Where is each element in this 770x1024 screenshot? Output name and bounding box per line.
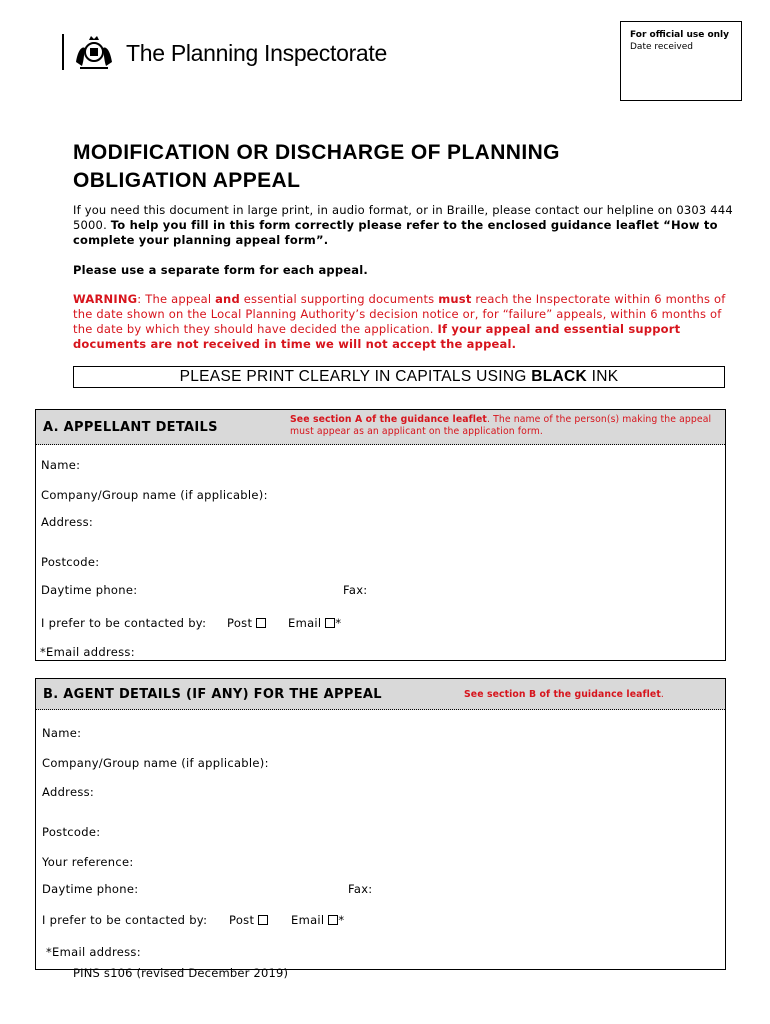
help-paragraph [73, 203, 743, 248]
warning-text-3: reach the Inspectorate within 6 months of the date shown on the Local Planning Authority’s decision notice or, for “failure” appeals, within 6 months of the date by which they should have decided the application. [73, 292, 726, 336]
warning-must: must [438, 292, 472, 306]
agent-address-field[interactable]: Address: [42, 785, 95, 799]
section-a-title: A. APPELLANT DETAILS [43, 420, 218, 435]
section-b-title: B. AGENT DETAILS (IF ANY) FOR THE APPEAL [43, 687, 382, 702]
document-title [73, 139, 713, 195]
print-clearly-notice [73, 366, 725, 388]
agent-reference-field[interactable]: Your reference: [42, 855, 134, 869]
section-a-guidance-note [290, 414, 720, 438]
appellant-phone-field[interactable]: Daytime phone: [41, 583, 138, 597]
section-b-guidance-note [464, 689, 664, 701]
email-label: Email [291, 913, 325, 927]
agent-post-option[interactable] [229, 913, 268, 927]
help-guidance-text: To help you fill in this form correctly please refer to the enclosed guidance leaflet “How to complete your planning appeal form”. [73, 218, 718, 247]
print-notice-ink: INK [587, 368, 619, 385]
section-appellant-details [35, 409, 726, 661]
email-asterisk: * [338, 913, 345, 927]
warning-and: and [215, 292, 240, 306]
agent-fax-field[interactable]: Fax: [348, 882, 373, 896]
email-checkbox[interactable] [325, 618, 335, 628]
agent-email-address-field[interactable]: *Email address: [46, 945, 141, 959]
section-b-note-text: . [660, 689, 664, 700]
appellant-post-option[interactable] [227, 616, 266, 630]
post-checkbox[interactable] [258, 915, 268, 925]
title-line-1: MODIFICATION OR DISCHARGE OF PLANNING [73, 141, 560, 164]
warning-consequence: If your appeal and essential support documents are not received in time we will not accept the appeal. [73, 322, 681, 351]
agent-email-option[interactable] [291, 913, 344, 927]
post-label: Post [227, 616, 253, 630]
post-checkbox[interactable] [256, 618, 266, 628]
logo-divider [62, 34, 64, 70]
email-label: Email [288, 616, 322, 630]
email-checkbox[interactable] [328, 915, 338, 925]
warning-label: WARNING [73, 292, 138, 306]
appellant-email-option[interactable] [288, 616, 341, 630]
help-text: If you need this document in large print, in audio format, or in Braille, please contact our helpline on 0303 444 5000. [73, 203, 733, 232]
appellant-contact-preference-label: I prefer to be contacted by: [41, 616, 207, 630]
title-line-2: OBLIGATION APPEAL [73, 169, 301, 192]
appellant-name-field[interactable]: Name: [41, 458, 81, 472]
agent-phone-field[interactable]: Daytime phone: [42, 882, 139, 896]
section-a-header [36, 410, 725, 445]
appellant-company-field[interactable]: Company/Group name (if applicable): [41, 488, 268, 502]
appellant-postcode-field[interactable]: Postcode: [41, 555, 100, 569]
separate-form-notice: Please use a separate form for each appeal. [73, 263, 368, 277]
section-a-note-bold: See section A of the guidance leaflet [290, 414, 487, 425]
agent-contact-preference-label: I prefer to be contacted by: [42, 913, 208, 927]
agent-company-field[interactable]: Company/Group name (if applicable): [42, 756, 269, 770]
warning-text-1: : The appeal [137, 292, 216, 306]
official-use-title: For official use only [630, 30, 730, 40]
agent-postcode-field[interactable]: Postcode: [42, 825, 101, 839]
appellant-email-address-field[interactable]: *Email address: [40, 645, 135, 659]
warning-paragraph [73, 292, 739, 352]
royal-crest-logo [72, 32, 116, 72]
section-b-header [36, 679, 725, 710]
appellant-fax-field[interactable]: Fax: [343, 583, 368, 597]
appellant-address-field[interactable]: Address: [41, 515, 94, 529]
print-notice-text: PLEASE PRINT CLEARLY IN CAPITALS USING [179, 368, 532, 385]
agent-name-field[interactable]: Name: [42, 726, 82, 740]
email-asterisk: * [335, 616, 342, 630]
section-agent-details [35, 678, 726, 970]
section-b-note-bold: See section B of the guidance leaflet [464, 689, 661, 700]
print-notice-black: BLACK [531, 368, 588, 385]
organisation-name: The Planning Inspectorate [126, 40, 388, 66]
post-label: Post [229, 913, 255, 927]
section-a-note-text: . The name of the person(s) making the appeal must appear as an applicant on the application form. [290, 414, 712, 437]
warning-text-2: essential supporting documents [239, 292, 439, 306]
date-received-label: Date received [630, 42, 693, 52]
official-use-box [620, 21, 742, 101]
form-reference-footer: PINS s106 (revised December 2019) [73, 966, 289, 980]
